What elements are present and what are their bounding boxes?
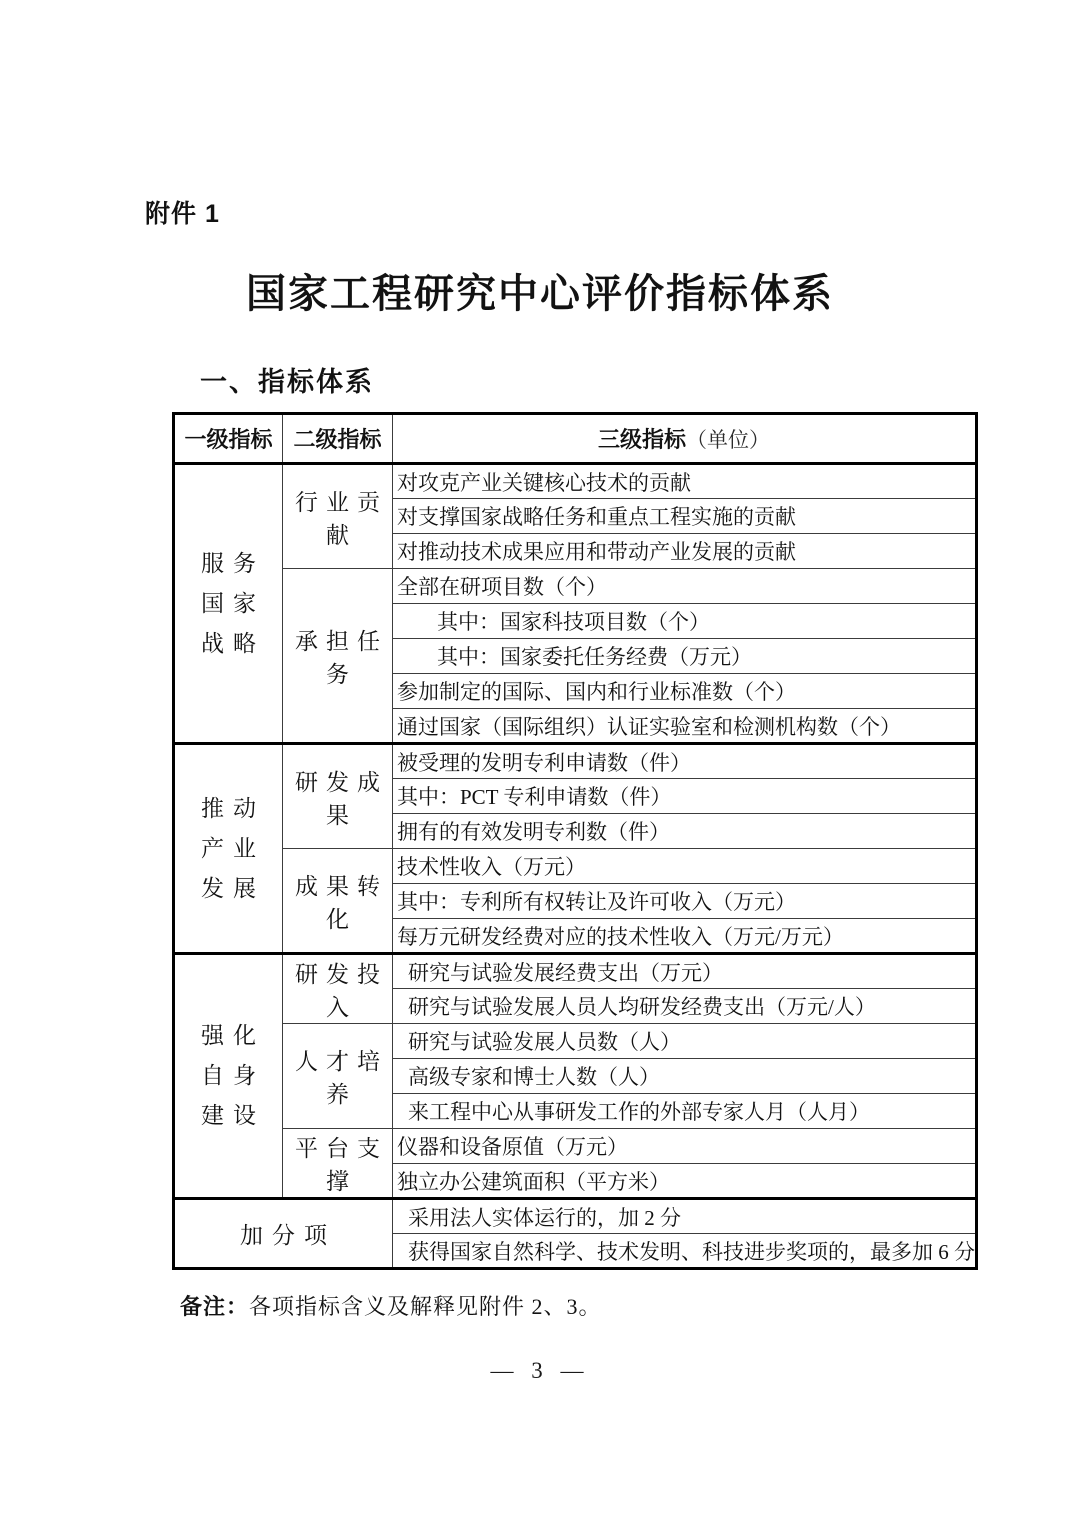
- level2-indicator-cell: 行业贡献: [283, 464, 393, 569]
- level3-indicator-cell: 其中：专利所有权转让及许可收入（万元）: [393, 884, 977, 919]
- level3-indicator-cell: 研究与试验发展人员数（人）: [393, 1024, 977, 1059]
- table-row: [174, 1024, 977, 1059]
- table-row: [174, 464, 977, 499]
- level1-indicator-line: 国家: [201, 590, 265, 616]
- level1-indicator-line: 自身: [201, 1063, 265, 1088]
- level3-indicator-cell: 其中：国家委托任务经费（万元）: [393, 639, 977, 674]
- level3-indicator-cell: 全部在研项目数（个）: [393, 569, 977, 604]
- level1-indicator-line: 发展: [201, 875, 265, 901]
- table-row: [174, 744, 977, 779]
- level2-indicator-cell: 成果转化: [283, 849, 393, 954]
- level2-indicator-cell: 承担任务: [283, 569, 393, 744]
- attachment-label: 附件 1: [145, 200, 220, 228]
- level1-indicator-cell: [174, 744, 283, 954]
- bonus-item-cell: 采用法人实体运行的，加 2 分: [393, 1199, 977, 1234]
- bonus-item-cell: 获得国家自然科学、技术发明、科技进步奖项的，最多加 6 分: [393, 1234, 977, 1269]
- level3-indicator-cell: 对支撑国家战略任务和重点工程实施的贡献: [393, 499, 977, 534]
- indicator-table-body: [174, 464, 977, 1269]
- page-number: — 3 —: [490, 1358, 590, 1383]
- level3-indicator-cell: 参加制定的国际、国内和行业标准数（个）: [393, 674, 977, 709]
- header-level3-label: 三级指标: [597, 427, 686, 452]
- level3-indicator-cell: 技术性收入（万元）: [393, 849, 977, 884]
- table-row: [174, 569, 977, 604]
- level3-indicator-cell: 每万元研发经费对应的技术性收入（万元/万元）: [393, 919, 977, 954]
- level3-indicator-cell: 拥有的有效发明专利数（件）: [393, 814, 977, 849]
- level1-indicator-cell: [174, 954, 283, 1199]
- level3-indicator-cell: 通过国家（国际组织）认证实验室和检测机构数（个）: [393, 709, 977, 744]
- table-row: [174, 849, 977, 884]
- level3-indicator-cell: 高级专家和博士人数（人）: [393, 1059, 977, 1094]
- header-level2: 二级指标: [283, 414, 393, 464]
- level3-indicator-cell: 对推动技术成果应用和带动产业发展的贡献: [393, 534, 977, 569]
- level1-indicator-line: 服务: [201, 550, 265, 576]
- level1-indicator-line: 强化: [201, 1023, 265, 1048]
- note-text: 各项指标含义及解释见附件 2、3。: [249, 1294, 602, 1319]
- level2-indicator-cell: 人才培养: [283, 1024, 393, 1129]
- level1-indicator-line: 建设: [201, 1103, 265, 1128]
- document-title: 国家工程研究中心评价指标体系: [246, 271, 834, 316]
- level3-indicator-cell: 其中：国家科技项目数（个）: [393, 604, 977, 639]
- table-row: [174, 1129, 977, 1164]
- table-row: [174, 1199, 977, 1234]
- level1-indicator-cell: [174, 464, 283, 744]
- level2-indicator-cell: 研发投入: [283, 954, 393, 1024]
- table-header-row: [174, 414, 977, 464]
- level1-indicator-line: 产业: [201, 835, 265, 861]
- level2-indicator-cell: 研发成果: [283, 744, 393, 849]
- header-level3-unit: （单位）: [686, 428, 770, 452]
- header-level3: [393, 414, 977, 464]
- level1-indicator-line: 推动: [201, 795, 265, 821]
- note: [180, 1290, 602, 1321]
- level3-indicator-cell: 被受理的发明专利申请数（件）: [393, 744, 977, 779]
- level2-indicator-cell: 平台支撑: [283, 1129, 393, 1199]
- level3-indicator-cell: 独立办公建筑面积（平方米）: [393, 1164, 977, 1199]
- section-heading: 一、指标体系: [200, 367, 374, 397]
- level3-indicator-cell: 仪器和设备原值（万元）: [393, 1129, 977, 1164]
- level3-indicator-cell: 研究与试验发展人员人均研发经费支出（万元/人）: [393, 989, 977, 1024]
- header-level1: 一级指标: [174, 414, 283, 464]
- level1-indicator-line: 战略: [201, 630, 265, 656]
- level3-indicator-cell: 其中：PCT 专利申请数（件）: [393, 779, 977, 814]
- table-row: [174, 954, 977, 989]
- note-label: 备注：: [180, 1294, 250, 1319]
- bonus-label-cell: 加分项: [174, 1199, 393, 1269]
- level3-indicator-cell: 对攻克产业关键核心技术的贡献: [393, 464, 977, 499]
- level3-indicator-cell: 来工程中心从事研发工作的外部专家人月（人月）: [393, 1094, 977, 1129]
- level3-indicator-cell: 研究与试验发展经费支出（万元）: [393, 954, 977, 989]
- indicator-table: [172, 412, 978, 1270]
